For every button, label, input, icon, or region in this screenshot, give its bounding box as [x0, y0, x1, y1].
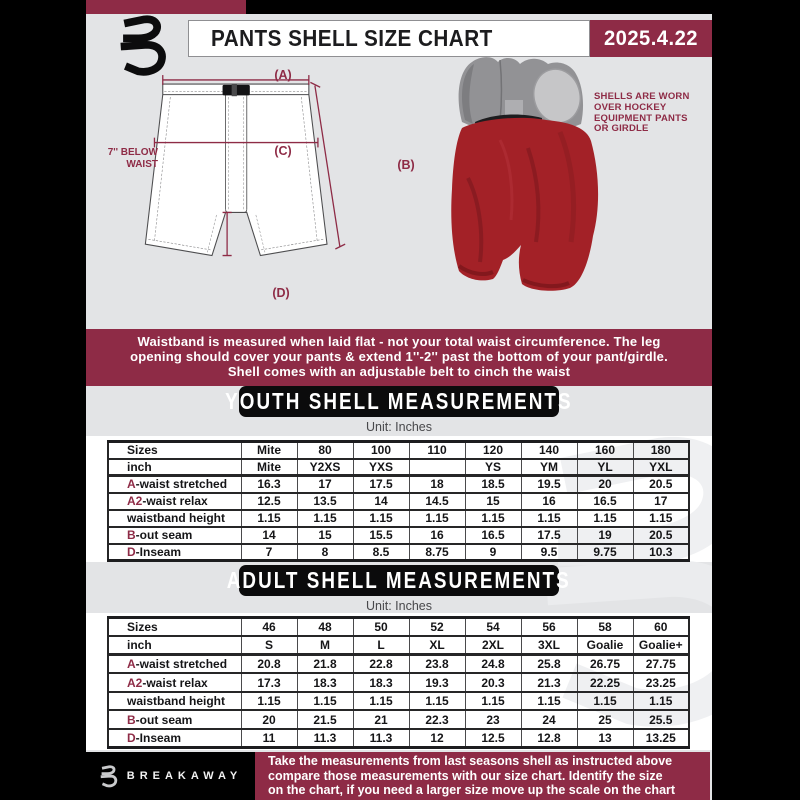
notice-banner	[86, 329, 712, 386]
table-cell: 1.15	[297, 510, 353, 527]
row-label: inch	[108, 636, 241, 655]
table-cell: 18.3	[353, 673, 409, 692]
table-cell: 120	[465, 442, 521, 459]
table-cell: YM	[521, 459, 577, 476]
table-cell: YS	[465, 459, 521, 476]
table-cell: 15	[465, 493, 521, 510]
table-cell: 18	[409, 476, 465, 493]
table-cell: 56	[521, 618, 577, 637]
table-cell: 20.3	[465, 673, 521, 692]
measure-label-c: (C)	[274, 144, 292, 158]
table-cell: M	[297, 636, 353, 655]
page-title-banner	[188, 20, 590, 57]
table-cell: 1.15	[465, 510, 521, 527]
footer-line: Take the measurements from last seasons shell as instructed above	[268, 754, 673, 769]
footer-instructions	[255, 752, 710, 800]
table-cell: 11.3	[353, 729, 409, 748]
row-label-prefix: B	[127, 712, 136, 727]
measure-label-d: (D)	[272, 286, 290, 300]
row-label: B-out seam	[108, 527, 241, 544]
table-cell: 27.75	[633, 655, 689, 674]
row-label: Sizes	[108, 618, 241, 637]
table-cell: 17.5	[353, 476, 409, 493]
table-cell: 23.25	[633, 673, 689, 692]
table-cell: Goalie+	[633, 636, 689, 655]
table-cell: 1.15	[353, 510, 409, 527]
table-row	[108, 493, 689, 510]
table-cell: 1.15	[353, 692, 409, 711]
table-cell: 22.3	[409, 710, 465, 729]
table-cell: 14	[241, 527, 297, 544]
table-cell: 21.8	[297, 655, 353, 674]
adult-unit-label: Unit: Inches	[365, 599, 432, 613]
row-label: D-Inseam	[108, 729, 241, 748]
table-cell: 1.15	[241, 510, 297, 527]
table-cell: 12	[409, 729, 465, 748]
youth-heading-banner	[225, 386, 573, 417]
table-cell: Goalie	[577, 636, 633, 655]
table-cell: 14.5	[409, 493, 465, 510]
table-cell: 60	[633, 618, 689, 637]
table-cell: 2XL	[465, 636, 521, 655]
table-cell: 12.5	[241, 493, 297, 510]
table-cell: 13	[577, 729, 633, 748]
table-cell: 21	[353, 710, 409, 729]
table-row	[108, 618, 689, 637]
table-cell: 11.3	[297, 729, 353, 748]
youth-heading: YOUTH SHELL MEASUREMENTS	[225, 388, 573, 414]
table-cell: 58	[577, 618, 633, 637]
footer-line: compare those measurements with our size chart. Identify the size	[268, 768, 663, 783]
table-cell: 7	[241, 544, 297, 561]
table-cell: 16.5	[577, 493, 633, 510]
footer-brand-block	[86, 752, 255, 800]
row-label: waistband height	[108, 692, 241, 711]
table-row	[108, 510, 689, 527]
brand-name: BREAKAWAY	[126, 770, 243, 782]
table-cell: 110	[409, 442, 465, 459]
table-row	[108, 476, 689, 493]
table-cell: 20	[241, 710, 297, 729]
table-cell: 10.3	[633, 544, 689, 561]
measure-label-a: (A)	[274, 68, 292, 82]
table-row	[108, 527, 689, 544]
table-cell: 22.25	[577, 673, 633, 692]
table-cell: 23.8	[409, 655, 465, 674]
table-cell: 25.8	[521, 655, 577, 674]
row-label: Sizes	[108, 442, 241, 459]
table-cell: 1.15	[297, 692, 353, 711]
table-cell: 1.15	[521, 510, 577, 527]
row-label: D-Inseam	[108, 544, 241, 561]
table-cell: 18.3	[297, 673, 353, 692]
row-label-prefix: D	[127, 731, 136, 746]
row-label-prefix: A	[127, 657, 136, 672]
table-cell: 17.5	[521, 527, 577, 544]
row-label-prefix: B	[127, 528, 136, 542]
table-cell: S	[241, 636, 297, 655]
row-label: A2-waist relax	[108, 673, 241, 692]
table-cell: L	[353, 636, 409, 655]
table-cell: 48	[297, 618, 353, 637]
page-title: PANTS SHELL SIZE CHART	[211, 25, 493, 51]
adult-heading-banner	[227, 565, 571, 596]
table-cell: 1.15	[465, 692, 521, 711]
measure-label-b: (B)	[397, 158, 415, 172]
table-cell: 1.15	[633, 510, 689, 527]
row-label-prefix: A	[127, 477, 136, 492]
footer-line: on the chart, if you need a larger size move up the scale on the chart	[268, 783, 676, 798]
table-cell: 52	[409, 618, 465, 637]
row-label: inch	[108, 459, 241, 476]
youth-measurements-table	[107, 440, 690, 562]
table-cell: 9.5	[521, 544, 577, 561]
adult-measurements-table	[107, 616, 690, 749]
table-cell: 16.3	[241, 476, 297, 493]
table-cell: 1.15	[409, 510, 465, 527]
table-cell: 1.15	[241, 692, 297, 711]
table-cell: 15.5	[353, 527, 409, 544]
date-text: 2025.4.22	[603, 26, 699, 50]
table-row	[108, 459, 689, 476]
table-cell: 17	[633, 493, 689, 510]
table-cell: 19.3	[409, 673, 465, 692]
table-cell: 3XL	[521, 636, 577, 655]
top-maroon-tab	[86, 0, 246, 14]
row-label: A2-waist relax	[108, 493, 241, 510]
table-cell: 24	[521, 710, 577, 729]
table-cell: 16.5	[465, 527, 521, 544]
table-cell: 8	[297, 544, 353, 561]
table-cell: YXS	[353, 459, 409, 476]
table-cell: YL	[577, 459, 633, 476]
table-cell: 100	[353, 442, 409, 459]
table-cell: Y2XS	[297, 459, 353, 476]
table-cell: 8.75	[409, 544, 465, 561]
table-row	[108, 729, 689, 748]
date-badge	[590, 20, 712, 57]
table-cell: 15	[297, 527, 353, 544]
table-cell: 12.8	[521, 729, 577, 748]
row-label-prefix: D	[127, 544, 136, 559]
row-label: B-out seam	[108, 710, 241, 729]
youth-unit-label: Unit: Inches	[365, 420, 432, 434]
table-cell: 25	[577, 710, 633, 729]
table-cell: 54	[465, 618, 521, 637]
table-cell: 20.5	[633, 476, 689, 493]
row-label: waistband height	[108, 510, 241, 527]
row-label: A-waist stretched	[108, 476, 241, 493]
row-label: A-waist stretched	[108, 655, 241, 674]
size-chart-page	[86, 0, 712, 800]
table-cell: 9	[465, 544, 521, 561]
table-cell: 21.3	[521, 673, 577, 692]
table-cell: 46	[241, 618, 297, 637]
table-cell: 50	[353, 618, 409, 637]
table-cell: 17	[297, 476, 353, 493]
table-row	[108, 544, 689, 561]
table-cell: 11	[241, 729, 297, 748]
table-cell: 26.75	[577, 655, 633, 674]
table-cell: 22.8	[353, 655, 409, 674]
adult-heading: ADULT SHELL MEASUREMENTS	[227, 567, 571, 593]
table-cell: 8.5	[353, 544, 409, 561]
row-label-prefix: A2	[127, 494, 143, 508]
table-cell: 9.75	[577, 544, 633, 561]
table-cell: 16	[409, 527, 465, 544]
table-cell: 12.5	[465, 729, 521, 748]
table-cell: 80	[297, 442, 353, 459]
table-cell: 1.15	[577, 510, 633, 527]
table-cell: 23	[465, 710, 521, 729]
table-cell: 1.15	[521, 692, 577, 711]
table-cell	[409, 459, 465, 476]
shorts-diagram	[106, 58, 436, 310]
table-cell: 17.3	[241, 673, 297, 692]
table-cell: 13.5	[297, 493, 353, 510]
notice-line: opening should cover your pants & extend 1''-2'' past the bottom of your pant/girdle.	[130, 349, 668, 365]
notice-line: Waistband is measured when laid flat - not your total waist circumference. The leg	[137, 334, 661, 350]
table-cell: 19	[577, 527, 633, 544]
table-cell: 20.5	[633, 527, 689, 544]
below-waist-note: 7'' BELOW WAIST	[107, 147, 158, 170]
table-cell: 160	[577, 442, 633, 459]
table-cell: 21.5	[297, 710, 353, 729]
table-cell: 16	[521, 493, 577, 510]
table-row	[108, 692, 689, 711]
table-cell: 19.5	[521, 476, 577, 493]
notice-line: Shell comes with an adjustable belt to cinch the waist	[227, 363, 571, 379]
table-cell: Mite	[241, 442, 297, 459]
table-cell: 1.15	[633, 692, 689, 711]
table-cell: 24.8	[465, 655, 521, 674]
table-cell: 1.15	[577, 692, 633, 711]
table-cell: 20	[577, 476, 633, 493]
breakaway-logo-icon	[116, 15, 168, 77]
table-cell: 180	[633, 442, 689, 459]
table-cell: 18.5	[465, 476, 521, 493]
table-cell: 14	[353, 493, 409, 510]
table-cell: XL	[409, 636, 465, 655]
table-cell: Mite	[241, 459, 297, 476]
table-row	[108, 673, 689, 692]
row-label-prefix: A2	[127, 675, 143, 690]
table-row	[108, 636, 689, 655]
table-cell: 1.15	[409, 692, 465, 711]
table-cell: 25.5	[633, 710, 689, 729]
hockey-pants-photo	[446, 56, 606, 292]
table-cell: 13.25	[633, 729, 689, 748]
pants-caption: SHELLS ARE WORN OVER HOCKEY EQUIPMENT PANTS OR GIRDLE	[594, 91, 690, 135]
table-row	[108, 442, 689, 459]
table-row	[108, 710, 689, 729]
table-cell: 140	[521, 442, 577, 459]
table-cell: 20.8	[241, 655, 297, 674]
table-cell: YXL	[633, 459, 689, 476]
breakaway-footer-logo-icon	[99, 765, 118, 788]
table-row	[108, 655, 689, 674]
